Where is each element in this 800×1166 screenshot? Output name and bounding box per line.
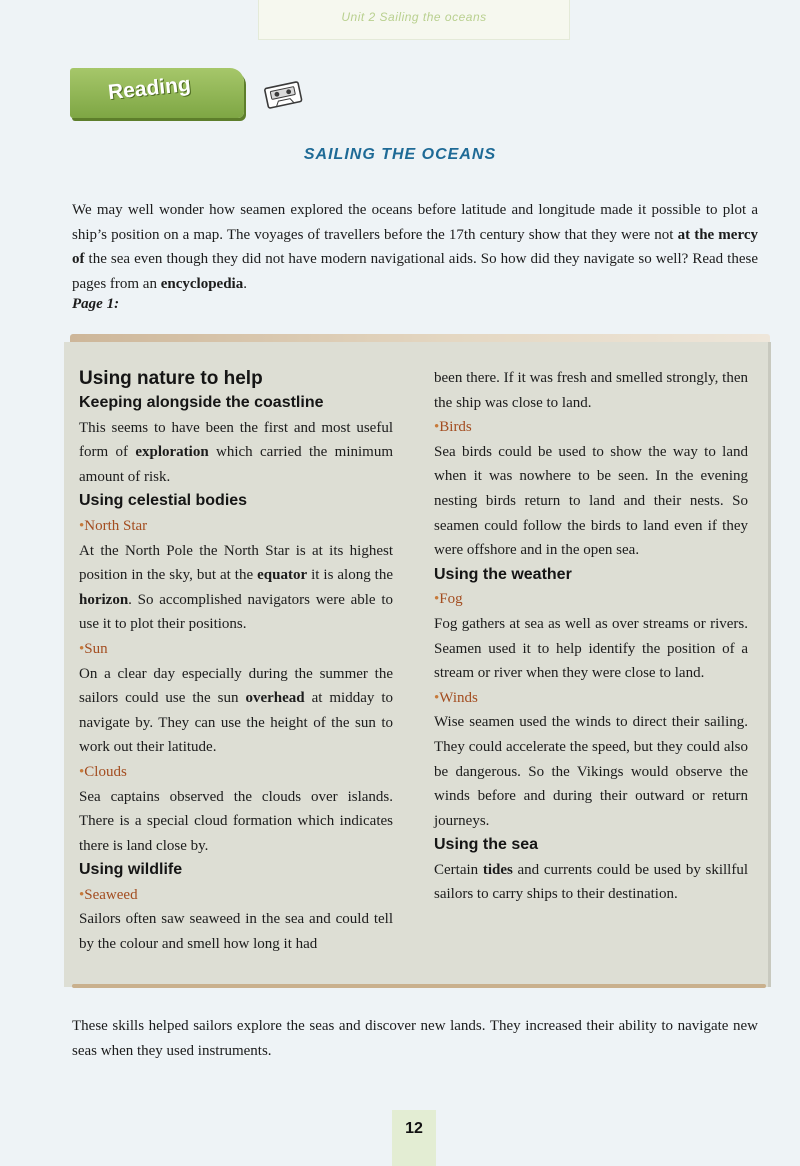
intro-text: .: [243, 275, 247, 292]
page-number-box: [392, 1110, 436, 1166]
bullet-clouds: • Clouds: [79, 760, 393, 785]
paragraph-text: at midday to navigate by. They can use the height of the sun to work out their latitude.: [79, 690, 393, 756]
keyword-exploration: exploration: [135, 444, 209, 461]
paragraph-coastline: [79, 416, 393, 490]
section-heading-nature: Using nature to help: [79, 368, 263, 389]
page-label: Page 1:: [72, 296, 120, 312]
paragraph-birds: Sea birds could be used to show the way to land when it was nowhere to be seen. In the evening nesting birds return to land and their nests. So seamen could follow the birds to land even if they were offshore and in the open sea.: [434, 443, 748, 559]
reading-label: Reading: [106, 72, 192, 105]
panel-bottom-edge: [72, 984, 766, 988]
subheading-weather: Using the weather: [434, 565, 572, 583]
bullet-sun: • Sun: [79, 637, 393, 662]
paragraph-text: . So accomplished navigators were able to use it to plot their positions.: [79, 591, 393, 633]
keyword-at-the-mercy-of: at the mercy of: [72, 226, 758, 267]
paragraph-clouds: Sea captains observed the clouds over islands. There is a special cloud formation which indicates there is land close by.: [79, 788, 393, 854]
paragraph-text: and currents could be used by skillful sailors to carry ships to their destination.: [434, 861, 748, 903]
keyword-equator: equator: [257, 567, 308, 584]
keyword-encyclopedia: encyclopedia: [160, 275, 244, 292]
paragraph-north-star: [79, 539, 393, 637]
article-title: SAILING THE OCEANS: [303, 146, 497, 163]
subheading-coastline: Keeping alongside the coastline: [79, 394, 324, 411]
subheading-sea: Using the sea: [434, 836, 539, 854]
left-column: [79, 366, 393, 957]
paragraph-fog: Fog gathers at sea as well as over streams or rivers. Seamen used it to help identify the position of a stream or river when they were close to land.: [434, 615, 748, 682]
paragraph-text: At the North Pole the North Star is at its highest position in the sky, but at the: [79, 542, 393, 584]
right-column: [434, 366, 748, 907]
bullet-north-star: • North Star: [79, 514, 393, 539]
intro-text: the sea even though they did not have modern navigational aids. So how did they navigate so well? Read these pages from an: [72, 251, 758, 292]
reading-section-banner: [70, 68, 244, 118]
paragraph-sun: [79, 662, 393, 760]
keyword-tides: tides: [482, 861, 513, 878]
paragraph-text: This seems to have been the first and most useful form of: [79, 419, 393, 461]
unit-title: Unit 2 Sailing the oceans: [341, 10, 487, 24]
paragraph-seaweed: Sailors often saw seaweed in the sea and could tell by the colour and smell how long it had: [79, 911, 393, 953]
bullet-birds: • Birds: [434, 415, 748, 440]
paragraph-seaweed-continued: been there. If it was fresh and smelled strongly, then the ship was close to land.: [434, 370, 748, 411]
bullet-winds: • Winds: [434, 686, 748, 711]
intro-text: We may well wonder how seamen explored the oceans before latitude and longitude made it possible to plot a ship’s position on a map. The voyages of travellers before the 17th century show that they were not: [72, 202, 758, 243]
paragraph-sea: [434, 858, 748, 907]
paragraph-text: Certain: [434, 861, 483, 878]
unit-header-tab: [258, 0, 570, 40]
paragraph-text: it is along the: [307, 567, 394, 584]
paragraph-text: On a clear day especially during the summer the sailors could use the sun: [79, 665, 393, 707]
paragraph-winds: Wise seamen used the winds to direct their sailing. They could accelerate the speed, but they could also be dangerous. So the Vikings would observe the winds before and during their outward or return journeys.: [434, 714, 748, 829]
closing-paragraph: [72, 1014, 758, 1064]
keyword-horizon: horizon: [79, 591, 129, 608]
subheading-wildlife: Using wildlife: [79, 861, 183, 879]
bullet-seaweed: • Seaweed: [79, 883, 393, 908]
page-number: 12: [405, 1120, 423, 1137]
intro-paragraph: [72, 198, 758, 296]
keyword-overhead: overhead: [245, 690, 305, 707]
bullet-fog: • Fog: [434, 587, 748, 612]
cassette-tape-icon[interactable]: [262, 78, 304, 110]
closing-text: These skills helped sailors explore the seas and discover new lands. They increased their ability to navigate new seas when they used instruments.: [72, 1018, 758, 1059]
subheading-celestial: Using celestial bodies: [79, 492, 248, 510]
paragraph-text: which carried the minimum amount of risk.: [79, 444, 394, 485]
